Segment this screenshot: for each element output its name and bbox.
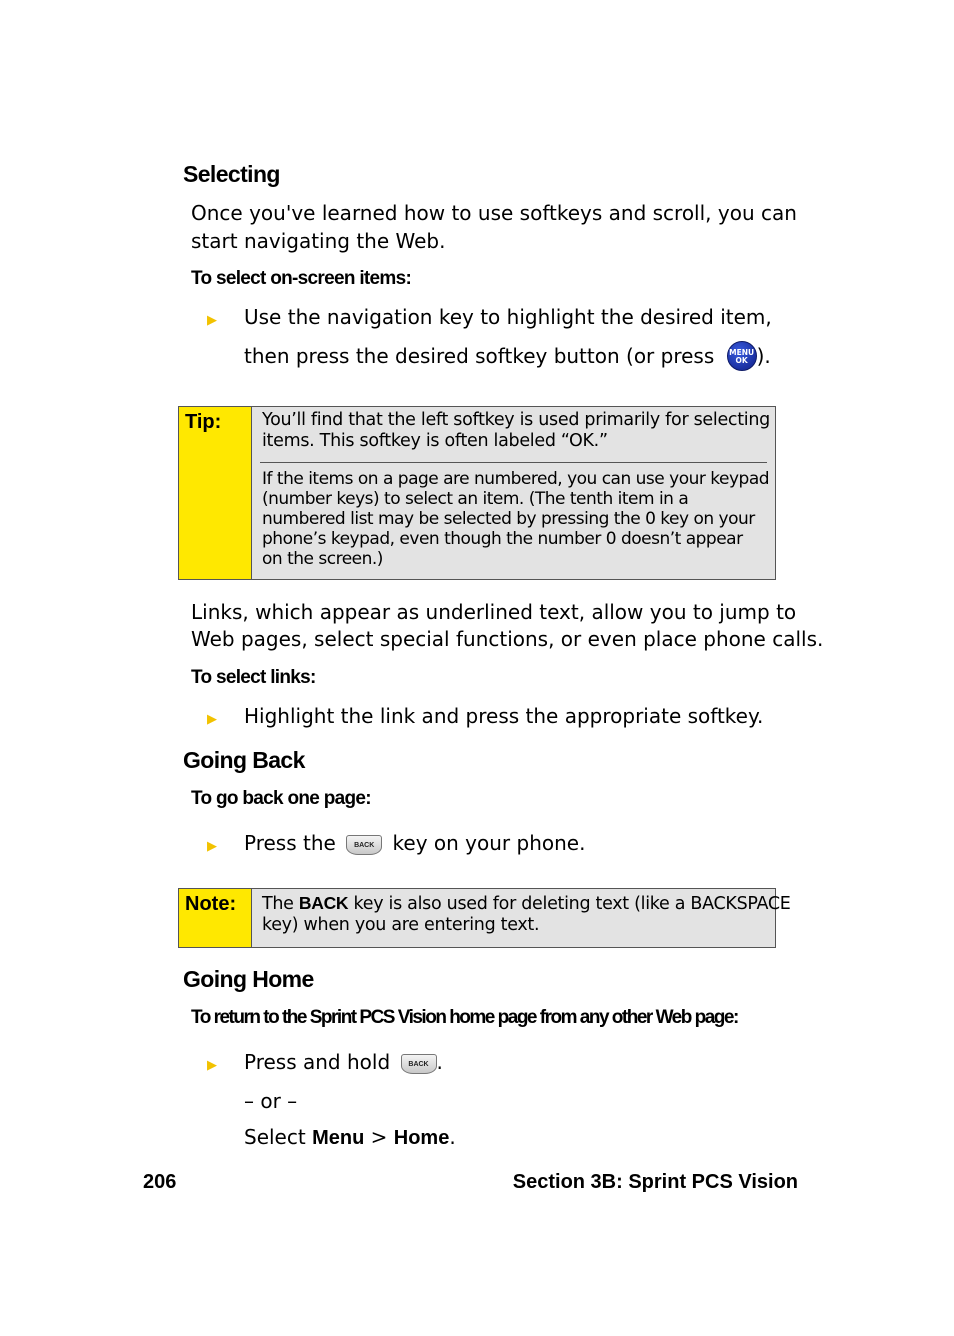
tip-label: Tip: <box>179 407 252 579</box>
select-menu-home <box>244 1123 456 1152</box>
tip-p1-line1: You’ll find that the left softkey is used primarily for selecting <box>262 410 770 430</box>
tip-box <box>178 406 776 580</box>
tip-p2-line4: phone’s keypad, even though the number 0 doesn’t appear <box>262 529 743 549</box>
tip-paragraph-1 <box>262 410 770 452</box>
note-line2: key) when you are entering text. <box>262 915 540 935</box>
go-home-step-text: Press and hold <box>244 1050 391 1074</box>
go-back-step <box>244 829 585 857</box>
back-key-icon: BACK <box>346 835 382 855</box>
heading-going-back: Going Back <box>183 747 305 773</box>
note-label: Note: <box>179 889 252 947</box>
subheading-return-home: To return to the Sprint PCS Vision home page from any other Web page: <box>191 1007 738 1028</box>
subheading-select-links: To select links: <box>191 667 316 688</box>
tip-p1-line2: items. This softkey is often labeled “OK.” <box>262 431 608 451</box>
bullet-arrow-icon: ▶ <box>207 712 217 727</box>
tip-p2-line3: numbered list may be selected by pressing the 0 key on your <box>262 509 755 529</box>
selecting-intro-line2: start navigating the Web. <box>191 229 446 253</box>
go-back-step-text-b: key on your phone. <box>392 831 586 855</box>
ok-key-label: OK <box>735 355 748 365</box>
heading-going-home: Going Home <box>183 966 314 992</box>
note-text <box>262 893 791 936</box>
bullet-arrow-icon: ▶ <box>207 1058 217 1073</box>
select-text: Select <box>244 1125 306 1149</box>
tip-p2-line5: on the screen.) <box>262 549 383 569</box>
note-line1-b: key is also used for deleting text (like a BACKSPACE <box>353 894 791 914</box>
links-line1: Links, which appear as underlined text, allow you to jump to <box>191 600 797 624</box>
home-keyword: Home <box>393 1127 450 1149</box>
tip-p2-line1: If the items on a page are numbered, you can use your keypad <box>262 469 770 489</box>
menu-ok-key-icon <box>727 341 757 371</box>
links-line2: Web pages, select special functions, or even place phone calls. <box>191 627 824 651</box>
note-box <box>178 888 791 948</box>
select-separator: > <box>370 1125 388 1149</box>
select-end: . <box>449 1125 456 1149</box>
go-back-step-text-a: Press the <box>244 831 336 855</box>
bullet-arrow-icon: ▶ <box>207 839 217 854</box>
tip-p2-line2: (number keys) to select an item. (The tenth item in a <box>262 489 689 509</box>
subheading-select-items: To select on-screen items: <box>191 268 412 289</box>
page-number: 206 <box>143 1171 177 1193</box>
or-separator: – or – <box>244 1089 298 1113</box>
section-title: Section 3B: Sprint PCS Vision <box>512 1171 798 1193</box>
menu-key-label: MENU <box>729 347 755 357</box>
note-back-key: BACK <box>298 893 349 913</box>
selecting-intro-line1: Once you've learned how to use softkeys and scroll, you can <box>191 201 797 225</box>
menu-keyword: Menu <box>312 1127 365 1149</box>
note-line1-a: The <box>262 894 294 914</box>
tip-divider <box>260 462 767 463</box>
bullet-arrow-icon: ▶ <box>207 313 217 328</box>
note-line1 <box>262 893 791 915</box>
select-step-line2-end: ). <box>756 344 771 368</box>
go-home-step-end: . <box>436 1050 443 1074</box>
heading-selecting: Selecting <box>183 161 280 187</box>
links-step: Highlight the link and press the appropriate softkey. <box>244 704 764 728</box>
tip-paragraph-2 <box>262 469 769 569</box>
subheading-go-back: To go back one page: <box>191 788 371 809</box>
go-home-step <box>244 1048 443 1076</box>
select-step-line2-text: then press the desired softkey button (or press <box>244 344 715 368</box>
select-step-line1: Use the navigation key to highlight the desired item, <box>244 305 772 329</box>
back-key-icon: BACK <box>401 1054 437 1074</box>
select-step-line2 <box>244 342 771 371</box>
